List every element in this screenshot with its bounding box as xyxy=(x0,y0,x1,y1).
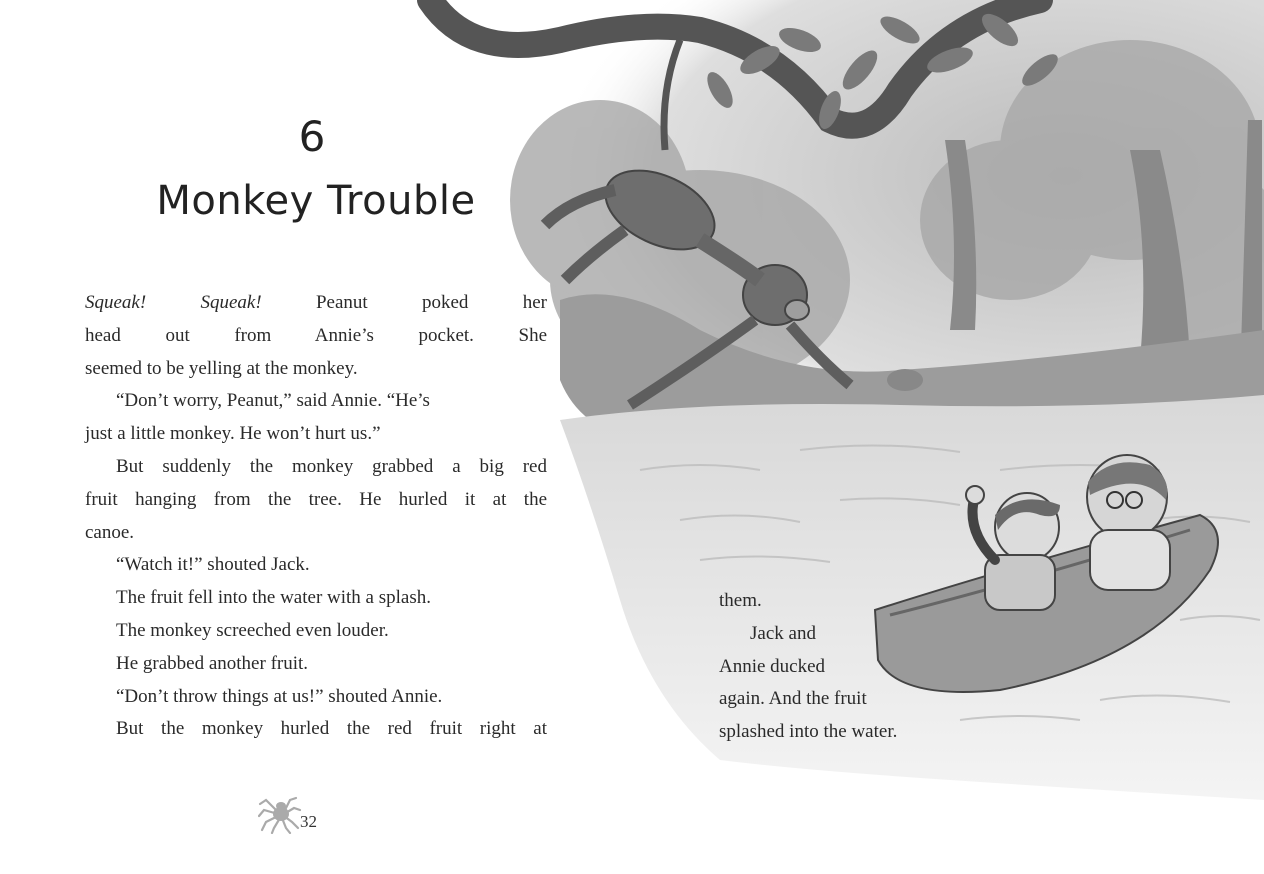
text-line: But suddenly the monkey grabbed a big red xyxy=(116,455,547,477)
text-line: He grabbed another fruit. xyxy=(116,652,309,674)
text-line: just a little monkey. He won’t hurt us.” xyxy=(85,423,381,445)
text-line: splashed into the water. xyxy=(719,721,898,743)
text-line: again. And the fruit xyxy=(719,688,867,710)
text-line: seemed to be yelling at the monkey. xyxy=(85,357,358,379)
text-span: Peanut poked her xyxy=(261,292,547,313)
text-line: But the monkey hurled the red fruit right at xyxy=(116,718,547,740)
text-line: Annie ducked xyxy=(719,655,826,677)
text-line: Jack and xyxy=(750,622,816,644)
text-line xyxy=(85,287,547,320)
right-text-column xyxy=(719,585,959,749)
text-line: The fruit fell into the water with a splash. xyxy=(116,587,431,609)
text-line: them. xyxy=(719,590,762,611)
text-line: “Don’t throw things at us!” shouted Annie. xyxy=(116,685,443,707)
text-line: “Don’t worry, Peanut,” said Annie. “He’s xyxy=(116,390,430,412)
falling-fruit xyxy=(887,369,923,391)
text-line: canoe. xyxy=(85,521,135,543)
text-line: head out from Annie’s pocket. She xyxy=(85,324,547,346)
chapter-title: Monkey Trouble xyxy=(156,178,476,224)
sound-effect-text: Squeak! Squeak! xyxy=(85,292,262,313)
text-line: “Watch it!” shouted Jack. xyxy=(116,554,310,576)
text-line: fruit hanging from the tree. He hurled it at the xyxy=(85,488,547,510)
page-number: 32 xyxy=(300,812,317,831)
text-line: The monkey screeched even louder. xyxy=(116,619,389,641)
left-text-column xyxy=(85,287,547,746)
chapter-number: 6 xyxy=(298,112,326,161)
spider-icon xyxy=(258,794,304,834)
